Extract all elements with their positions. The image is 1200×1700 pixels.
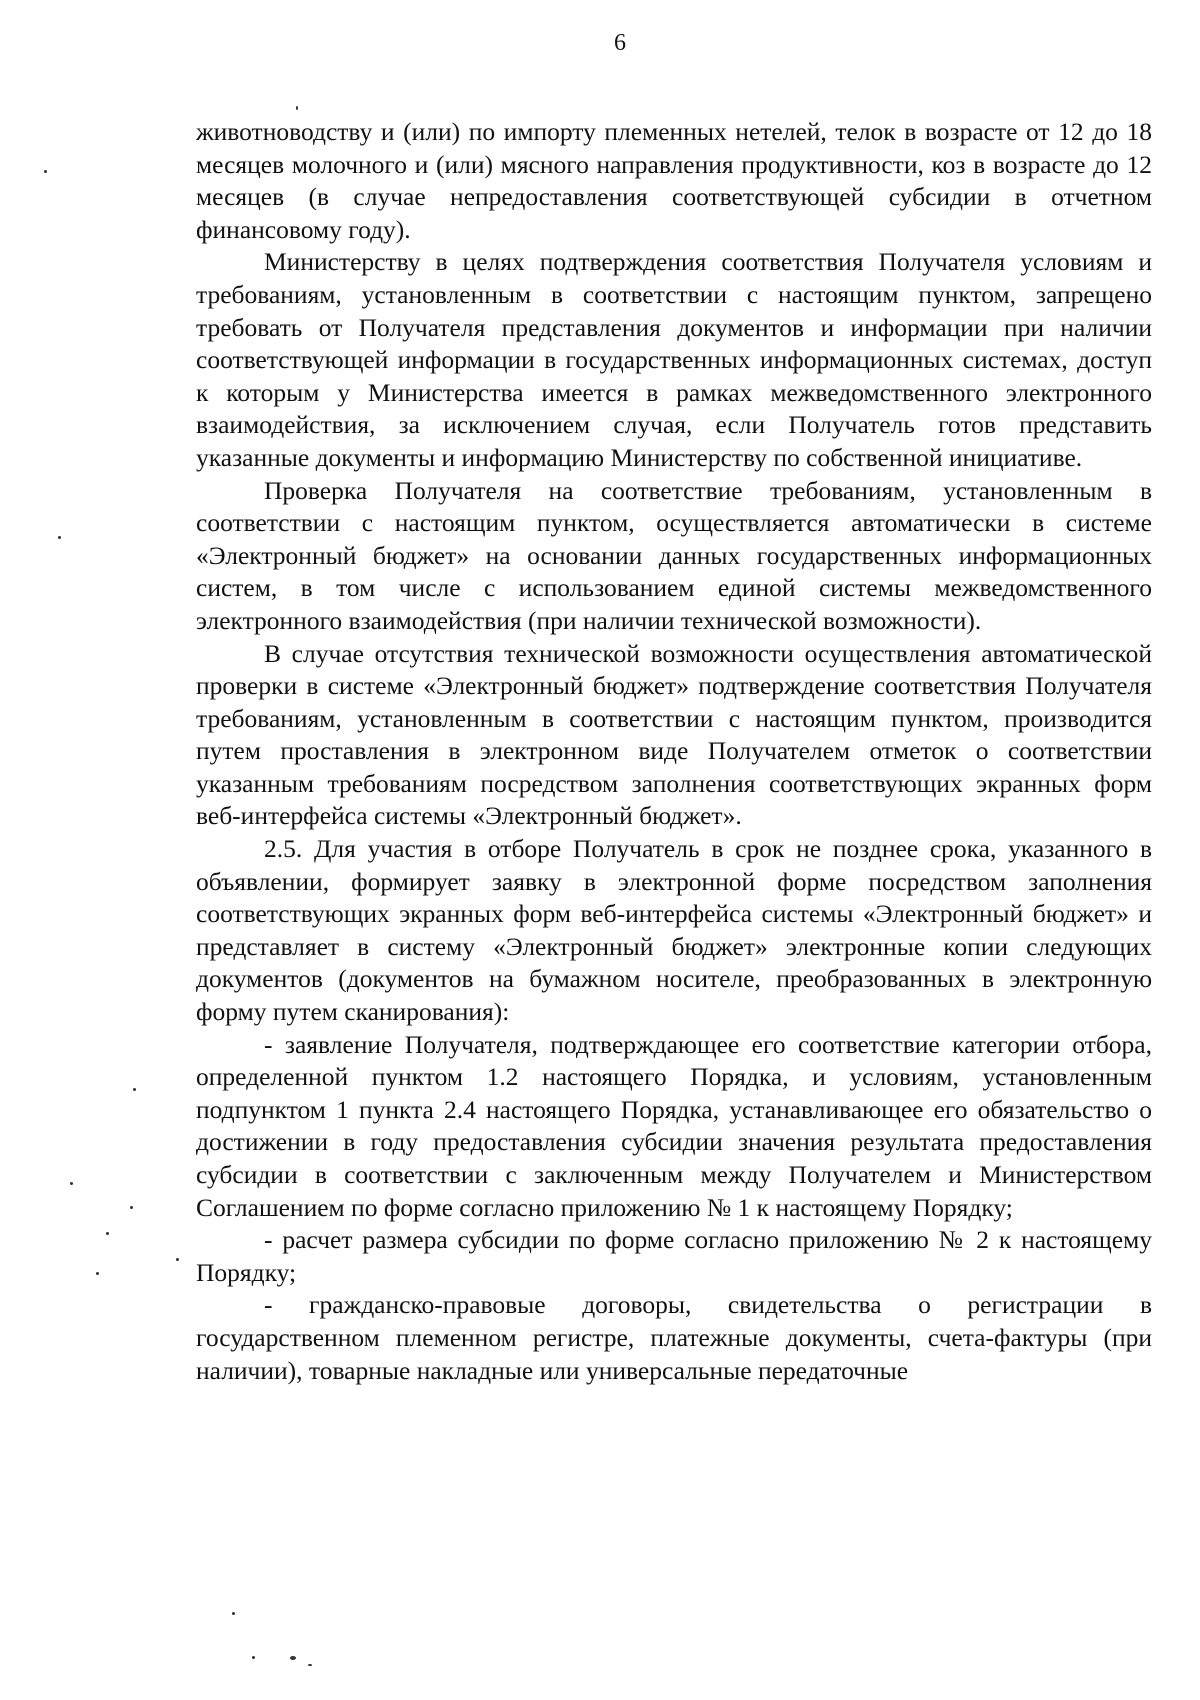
paragraph: 2.5. Для участия в отборе Получатель в срок не позднее срока, указанного в объявлении, формирует заявку в электронной форме посредством заполнения соответствующих экранных форм веб-интерфейса системы «Электронный бюджет» и представляет в систему «Электронный бюджет» электронные копии следующих документов (документов на бумажном носителе, преобразованных в электронную форму путем сканирования): — [196, 834, 1152, 1027]
scan-speck — [308, 1664, 312, 1666]
paragraph: В случае отсутствия технической возможности осуществления автоматической проверки в системе «Электронный бюджет» подтверждение соответствия Получателя требованиям, установленным в соответствии с настоящим пунктом, производится путем проставления в электронном виде Получателем отметок о соответствии указанным требованиям посредством заполнения соответствующих экранных форм веб-интерфейса системы «Электронный бюджет». — [196, 638, 1152, 831]
scan-speck — [133, 1088, 136, 1091]
scan-speck — [58, 536, 61, 539]
list-item: - расчет размера субсидии по форме согласно приложению № 2 к настоящему Порядку; — [196, 1225, 1152, 1287]
paragraph: Проверка Получателя на соответствие требованиям, установленным в соответствии с настоящим пунктом, осуществляется автоматически в системе «Электронный бюджет» на основании данных государственных информационных систем, в том числе с использованием единой системы межведомственного электронного взаимодействия (при наличии технической возможности). — [196, 475, 1152, 635]
scan-speck — [232, 1612, 235, 1615]
list-item: - заявление Получателя, подтверждающее его соответствие категории отбора, определенной пунктом 1.2 настоящего Порядка, и условиям, установленным подпунктом 1 пункта 2.4 настоящего Порядка, устанавливающее его обязательство о достижении в году предоставления субсидии значения результата предоставления субсидии в соответствии с заключенным между Получателем и Министерством Соглашением по форме согласно приложению № 1 к настоящему Порядку; — [196, 1029, 1152, 1222]
scan-speck — [296, 106, 298, 110]
scan-speck — [290, 1656, 296, 1660]
scan-speck — [70, 1182, 73, 1185]
page-number: 6 — [614, 30, 626, 56]
scan-speck — [130, 1206, 133, 1209]
document-body — [196, 116, 1152, 1387]
scan-speck — [252, 1656, 255, 1659]
list-item: - гражданско-правовые договоры, свидетельства о регистрации в государственном племенном регистре, платежные документы, счета-фактуры (при наличии), товарные накладные или универсальные передаточные — [196, 1290, 1152, 1385]
scan-speck — [106, 1232, 109, 1235]
paragraph: Министерству в целях подтверждения соответствия Получателя условиям и требованиям, установленным в соответствии с настоящим пунктом, запрещено требовать от Получателя представления документов и информации при наличии соответствующей информации в государственных информационных системах, доступ к которым у Министерства имеется в рамках межведомственного электронного взаимодействия, за исключением случая, если Получатель готов представить указанные документы и информацию Министерству по собственной инициативе. — [196, 247, 1152, 472]
paragraph: животноводству и (или) по импорту племенных нетелей, телок в возрасте от 12 до 18 месяцев молочного и (или) мясного направления продуктивности, коз в возрасте до 12 месяцев (в случае непредоставления соответствующей субсидии в отчетном финансовому году). — [196, 117, 1152, 244]
scan-speck — [44, 170, 47, 173]
scan-speck — [176, 1258, 179, 1261]
scan-speck — [96, 1272, 99, 1275]
